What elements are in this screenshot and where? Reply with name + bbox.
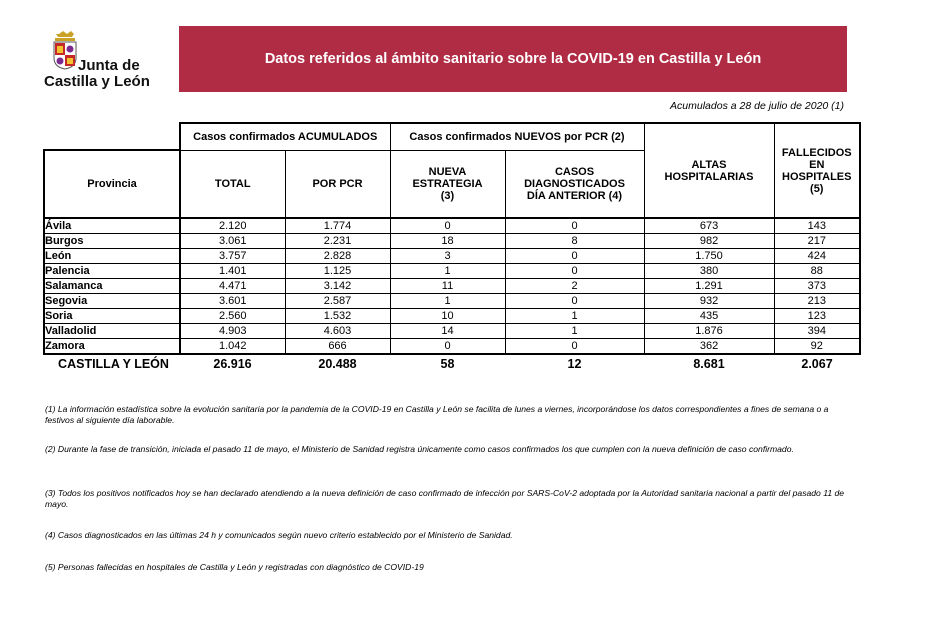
table-cell: 1.042 (180, 339, 285, 355)
table-cell: 373 (774, 279, 860, 294)
table-cell: 0 (505, 294, 644, 309)
table-row (44, 279, 860, 294)
province-name: Salamanca (44, 279, 180, 294)
table-cell: 4.603 (285, 324, 390, 339)
table-cell: 18 (390, 234, 505, 249)
province-name: Soria (44, 309, 180, 324)
table-cell: 2.560 (180, 309, 285, 324)
table-cell: 1.774 (285, 218, 390, 234)
total-cell: 20.488 (318, 357, 357, 371)
table-cell: 932 (644, 294, 774, 309)
table-cell: 3.601 (180, 294, 285, 309)
header-por-pcr: POR PCR (285, 150, 390, 218)
table-cell: 1.532 (285, 309, 390, 324)
header-nueva-estrategia: NUEVA ESTRATEGIA (3) (390, 150, 505, 218)
table-row (44, 309, 860, 324)
table-cell: 2.828 (285, 249, 390, 264)
table-cell: 666 (285, 339, 390, 355)
table-cell: 3.142 (285, 279, 390, 294)
province-name: Zamora (44, 339, 180, 355)
table-cell: 8 (505, 234, 644, 249)
table-row (44, 234, 860, 249)
table-cell: 3.757 (180, 249, 285, 264)
accumulated-date: Acumulados a 28 de julio de 2020 (1) (670, 100, 844, 112)
table-cell: 1 (390, 264, 505, 279)
table-cell: 1 (505, 324, 644, 339)
total-label: CASTILLA Y LEÓN (58, 357, 169, 371)
table-cell: 143 (774, 218, 860, 234)
table-cell: 123 (774, 309, 860, 324)
table-cell: 0 (505, 264, 644, 279)
table-cell: 4.471 (180, 279, 285, 294)
group-header-acumulados: Casos confirmados ACUMULADOS (180, 123, 390, 150)
page-title: Datos referidos al ámbito sanitario sobre la COVID-19 en Castilla y León (264, 51, 762, 67)
header-altas: ALTAS HOSPITALARIAS (644, 123, 774, 218)
table-cell: 394 (774, 324, 860, 339)
table-cell: 1.750 (644, 249, 774, 264)
table-row (44, 264, 860, 279)
junta-logo (44, 28, 154, 92)
table-cell: 1.291 (644, 279, 774, 294)
province-name: Burgos (44, 234, 180, 249)
total-cell: 26.916 (213, 357, 252, 371)
total-row (44, 354, 860, 373)
table-cell: 4.903 (180, 324, 285, 339)
header-casos-diagnosticados: CASOS DIAGNOSTICADOS DÍA ANTERIOR (4) (505, 150, 644, 218)
table-row (44, 339, 860, 355)
table-cell: 1.876 (644, 324, 774, 339)
total-cell: 12 (567, 357, 582, 371)
table-cell: 0 (505, 218, 644, 234)
table-cell: 0 (505, 249, 644, 264)
table-cell: 982 (644, 234, 774, 249)
province-name: Palencia (44, 264, 180, 279)
covid-data-table (43, 122, 861, 373)
table-cell: 1.125 (285, 264, 390, 279)
total-cell: 2.067 (801, 357, 833, 371)
group-header-nuevos: Casos confirmados NUEVOS por PCR (2) (390, 123, 644, 150)
table-row (44, 218, 860, 234)
covid-table-wrapper (43, 122, 861, 373)
table-cell: 3.061 (180, 234, 285, 249)
table-cell: 92 (774, 339, 860, 355)
table-cell: 88 (774, 264, 860, 279)
table-row (44, 294, 860, 309)
table-cell: 1.401 (180, 264, 285, 279)
table-cell: 10 (390, 309, 505, 324)
table-cell: 362 (644, 339, 774, 355)
table-cell: 435 (644, 309, 774, 324)
coat-of-arms-icon (50, 30, 80, 70)
total-cell: 8.681 (693, 357, 725, 371)
table-cell: 14 (390, 324, 505, 339)
footnote-1: (1) La información estadística sobre la evolución sanitaria por la pandemia de la COVID-19 en Castilla y León se facilita de lunes a viernes, incorporándose los datos correspondientes a fines de semana o a festivos al siguiente día laborable. (45, 404, 829, 425)
table-cell: 217 (774, 234, 860, 249)
province-name: Ávila (44, 218, 180, 234)
table-cell: 424 (774, 249, 860, 264)
footnote-3: (3) Todos los positivos notificados hoy se han declarado atendiendo a la nueva definición de caso confirmado de infección por SARS-CoV-2 adoptada por la Autoridad sanitaria nacional a partir del pasado 11 de mayo. (45, 488, 845, 509)
header-provincia: Provincia (44, 150, 180, 218)
table-cell: 0 (505, 339, 644, 355)
table-cell: 3 (390, 249, 505, 264)
table-cell: 2.120 (180, 218, 285, 234)
table-cell: 2 (505, 279, 644, 294)
footnote-2: (2) Durante la fase de transición, iniciada el pasado 11 de mayo, el Ministerio de Sanidad registra únicamente como casos confirmados los que cumplen con la nueva definición de caso confirmado. (45, 444, 794, 454)
logo-text-line1: Junta de (78, 57, 140, 74)
table-cell: 213 (774, 294, 860, 309)
logo-text-line2: Castilla y León (44, 73, 150, 90)
footnote-4: (4) Casos diagnosticados en las últimas 24 h y comunicados según nuevo criterio establecido por el Ministerio de Sanidad. (45, 530, 513, 540)
table-cell: 11 (390, 279, 505, 294)
table-cell: 673 (644, 218, 774, 234)
province-name: León (44, 249, 180, 264)
title-banner (179, 26, 847, 92)
table-cell: 1 (505, 309, 644, 324)
province-name: Segovia (44, 294, 180, 309)
header-total: TOTAL (180, 150, 285, 218)
total-cell: 58 (440, 357, 455, 371)
table-cell: 2.587 (285, 294, 390, 309)
table-row (44, 324, 860, 339)
table-cell: 2.231 (285, 234, 390, 249)
province-name: Valladolid (44, 324, 180, 339)
header-fallecidos: FALLECIDOS EN HOSPITALES (5) (774, 123, 860, 218)
table-cell: 0 (390, 218, 505, 234)
table-cell: 380 (644, 264, 774, 279)
table-cell: 1 (390, 294, 505, 309)
footnote-5: (5) Personas fallecidas en hospitales de Castilla y León y registradas con diagnóstico de COVID-19 (45, 562, 424, 572)
table-cell: 0 (390, 339, 505, 355)
table-row (44, 249, 860, 264)
